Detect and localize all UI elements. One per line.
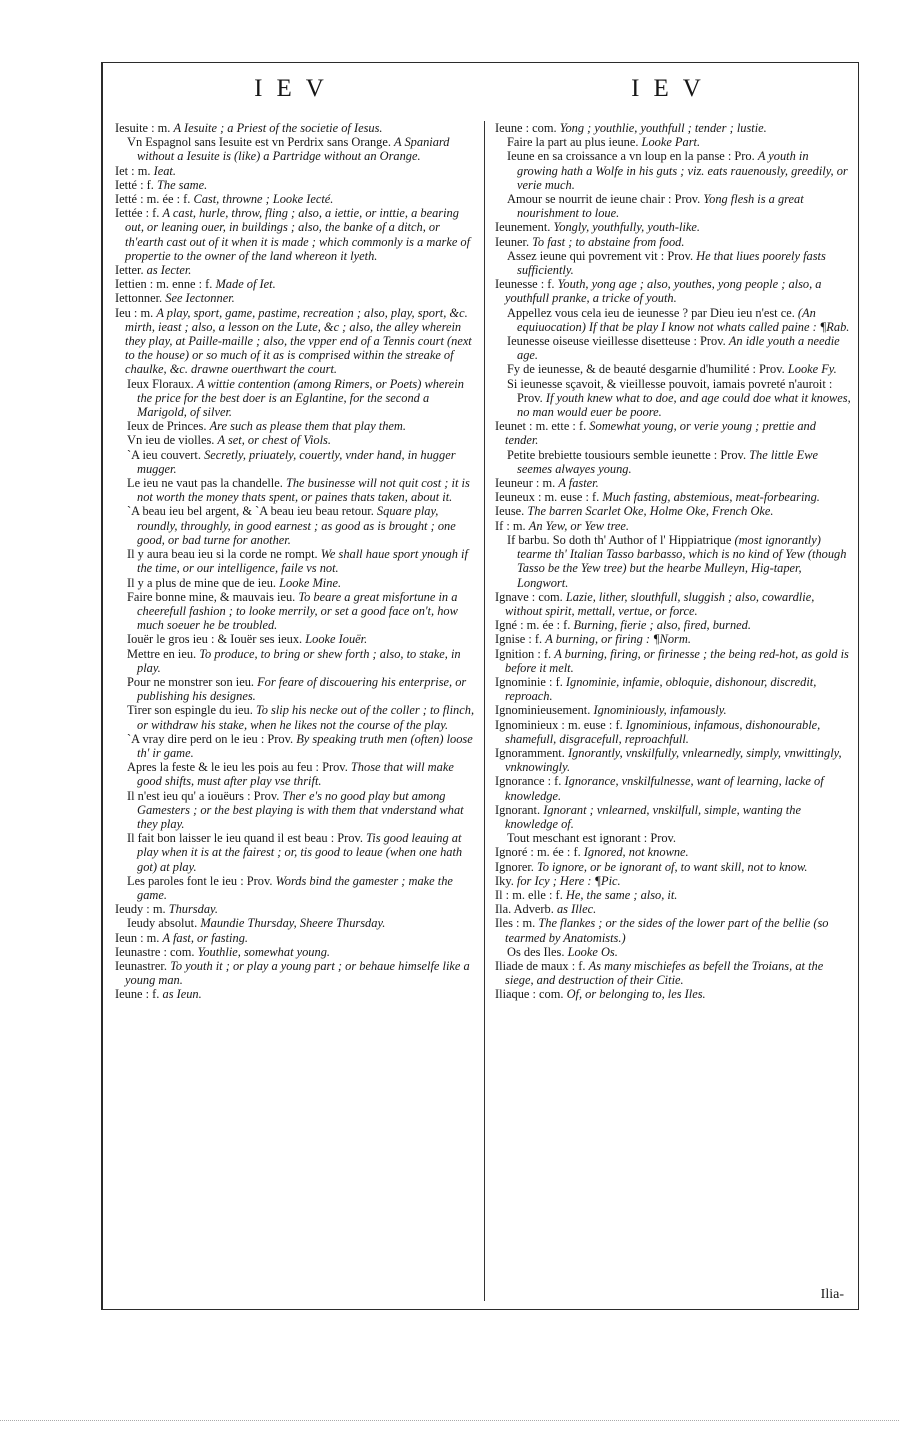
definition: Are such as please them that play them. bbox=[209, 419, 406, 434]
headword: Ieux Floraux. bbox=[127, 376, 194, 391]
right-entry-list bbox=[495, 121, 851, 1002]
headword: Ignition : f. bbox=[495, 646, 552, 661]
dictionary-entry bbox=[115, 902, 477, 916]
right-running-head: IEV bbox=[631, 75, 715, 102]
headword: Ieunastre : com. bbox=[115, 944, 195, 959]
definition: as Iecter. bbox=[146, 263, 192, 278]
dictionary-entry bbox=[115, 291, 477, 305]
headword: Iettien : m. enne : f. bbox=[115, 277, 213, 292]
headword: If barbu. So doth th' Author of l' Hippiatrique bbox=[507, 532, 732, 547]
headword: Ieudy absolut. bbox=[127, 916, 198, 931]
headword: `A beau ieu bel argent, & `A beau ieu beau retour. bbox=[127, 504, 374, 519]
headword: Iettonner. bbox=[115, 291, 163, 306]
headword: Ignominieusement. bbox=[495, 703, 591, 718]
headword: Ignorance : f. bbox=[495, 774, 562, 789]
dictionary-entry bbox=[495, 916, 851, 944]
headword: Il fait bon laisser le ieu quand il est beau : Prov. bbox=[127, 831, 363, 846]
dictionary-entry bbox=[115, 448, 477, 476]
headword: Amour se nourrit de ieune chair : Prov. bbox=[507, 192, 701, 207]
headword: Ieuse. bbox=[495, 504, 525, 519]
definition: A faster. bbox=[558, 476, 599, 491]
headword: Appellez vous cela ieu de ieunesse ? par Dieu ieu n'est ce. bbox=[507, 305, 795, 320]
headword: Ieune : f. bbox=[115, 987, 160, 1002]
definition: as Ieun. bbox=[162, 987, 202, 1002]
definition: An idle youth a needie age. bbox=[517, 334, 840, 363]
headword: Ieuner. bbox=[495, 234, 530, 249]
definition: A set, or chest of Viols. bbox=[217, 433, 331, 448]
dictionary-entry bbox=[495, 803, 851, 831]
headword: Si ieunesse sçavoit, & vieillesse pouvoit, iamais povreté n'auroit : Prov. bbox=[507, 376, 833, 405]
definition: The barren Scarlet Oke, Holme Oke, French Oke. bbox=[527, 504, 774, 519]
headword: Vn ieu de violles. bbox=[127, 433, 215, 448]
headword: Tout meschant est ignorant : Prov. bbox=[507, 831, 677, 846]
dictionary-entry bbox=[495, 675, 851, 703]
definition: Square play, roundly, throughly, in good earnest ; as good as is brought ; one good, or bad turne for another. bbox=[137, 504, 456, 547]
dictionary-entry bbox=[115, 916, 477, 930]
headword: Ignorer. bbox=[495, 859, 534, 874]
headword: Iouër le gros ieu : & Iouër ses ieux. bbox=[127, 632, 303, 647]
definition: Looke Mine. bbox=[279, 575, 342, 590]
dictionary-entry bbox=[495, 987, 851, 1001]
dictionary-entry bbox=[115, 504, 477, 547]
dictionary-entry bbox=[115, 419, 477, 433]
definition: A wittie contention (among Rimers, or Poets) wherein the price for the best doer is an Eglantine, for the second a Marigold, of silver. bbox=[137, 376, 464, 420]
headword: Apres la feste & le ieu les pois au feu : Prov. bbox=[127, 760, 348, 775]
dictionary-entry bbox=[495, 703, 851, 717]
definition: Looke Iouër. bbox=[305, 632, 368, 647]
headword: Ila. Adverb. bbox=[495, 902, 554, 917]
definition: Ignominiously, infamously. bbox=[593, 703, 727, 718]
headword: Ieune : com. bbox=[495, 121, 557, 135]
left-running-head: IEV bbox=[254, 75, 338, 102]
dictionary-entry bbox=[115, 831, 477, 874]
headword: Ieunastrer. bbox=[115, 958, 167, 973]
headword: Ieune en sa croissance a vn loup en la panse : Pro. bbox=[507, 149, 755, 164]
definition: As many mischiefes as befell the Troians, at the siege, and destruction of their Citie. bbox=[505, 958, 824, 988]
dictionary-entry bbox=[495, 774, 851, 802]
dictionary-entry bbox=[495, 590, 851, 618]
dictionary-entry bbox=[115, 164, 477, 178]
definition: A burning, firing, or firinesse ; the being red-hot, as gold is before it melt. bbox=[505, 646, 849, 675]
headword: Ietter. bbox=[115, 263, 144, 278]
dictionary-entry bbox=[115, 703, 477, 731]
dictionary-entry bbox=[115, 121, 477, 135]
dictionary-entry bbox=[115, 760, 477, 788]
headword: `A vray dire perd on le ieu : Prov. bbox=[127, 731, 294, 746]
dictionary-entry bbox=[495, 888, 851, 902]
dictionary-entry bbox=[115, 178, 477, 192]
definition: If youth knew what to doe, and age could doe what it knowes, no man would euer be poore. bbox=[517, 390, 851, 420]
dictionary-entry bbox=[115, 306, 477, 377]
page-frame bbox=[101, 62, 859, 1310]
dictionary-entry bbox=[115, 987, 477, 1001]
definition: The little Ewe seemes alwayes young. bbox=[517, 447, 818, 476]
definition: We shall haue sport ynough if the time, or our intelligence, faile vs not. bbox=[137, 547, 468, 576]
definition: A Spaniard without a Iesuite is (like) a Partridge without an Orange. bbox=[137, 135, 450, 164]
headword: Ignorant. bbox=[495, 802, 541, 817]
headword: Ieunement. bbox=[495, 220, 551, 235]
definition: For feare of discouering his enterprise, or publishing his designes. bbox=[137, 674, 467, 704]
headword: Faire la part au plus ieune. bbox=[507, 135, 639, 150]
definition: Youthlie, somewhat young. bbox=[197, 944, 330, 959]
dictionary-entry bbox=[495, 220, 851, 234]
definition: Ieat. bbox=[153, 163, 176, 178]
headword: Vn Espagnol sans Iesuite est vn Perdrix sans Orange. bbox=[127, 135, 391, 150]
headword: Fy de ieunesse, & de beauté desgarnie d'humilité : Prov. bbox=[507, 362, 785, 377]
dictionary-entry bbox=[495, 235, 851, 249]
dictionary-entry bbox=[495, 618, 851, 632]
headword: Ieunet : m. ette : f. bbox=[495, 419, 587, 434]
dictionary-entry bbox=[495, 334, 851, 362]
headword: Iles : m. bbox=[495, 916, 536, 931]
definition: To beare a great misfortune in a cheerefull fashion ; to looke merrily, or set a good face on't, how much soeuer he be troubled. bbox=[137, 589, 458, 633]
dictionary-entry bbox=[495, 476, 851, 490]
dictionary-entry bbox=[115, 135, 477, 163]
dictionary-entry bbox=[495, 277, 851, 305]
dictionary-entry bbox=[495, 306, 851, 334]
definition: Burning, fierie ; also, fired, burned. bbox=[573, 618, 751, 633]
dictionary-entry bbox=[115, 675, 477, 703]
definition: Secretly, priuately, couertly, vnder hand, in hugger mugger. bbox=[137, 447, 456, 476]
dictionary-entry bbox=[115, 732, 477, 760]
dictionary-entry bbox=[115, 959, 477, 987]
column-divider bbox=[484, 121, 485, 1301]
headword: Ieuneux : m. euse : f. bbox=[495, 490, 600, 505]
headword: Il n'est ieu qu' a iouëurs : Prov. bbox=[127, 788, 280, 803]
headword: Ignise : f. bbox=[495, 632, 543, 647]
definition: Ignominie, infamie, obloquie, dishonour, discredit, reproach. bbox=[505, 674, 817, 704]
definition: Ignorance, vnskilfulnesse, want of learning, lacke of knowledge. bbox=[505, 774, 824, 803]
definition: The flankes ; or the sides of the lower part of the bellie (so tearmed by Anatomists.) bbox=[505, 916, 829, 945]
dictionary-entry bbox=[495, 632, 851, 646]
scan-edge bbox=[0, 1420, 899, 1429]
definition: Much fasting, abstemious, meat-forbearing. bbox=[602, 490, 820, 505]
dictionary-entry bbox=[495, 533, 851, 590]
headword: Ignominie : f. bbox=[495, 674, 563, 689]
headword: Pour ne monstrer son ieu. bbox=[127, 674, 254, 689]
headword: Ieuneur : m. bbox=[495, 476, 556, 491]
headword: Iliade de maux : f. bbox=[495, 958, 586, 973]
dictionary-entry bbox=[495, 419, 851, 447]
definition: for Icy ; Here : ¶Pic. bbox=[516, 873, 621, 888]
dictionary-entry bbox=[495, 362, 851, 376]
headword: Il y aura beau ieu si la corde ne rompt. bbox=[127, 547, 318, 562]
definition: Words bind the gamester ; make the game. bbox=[137, 873, 453, 902]
right-column bbox=[495, 69, 851, 1002]
headword: Ieudy : m. bbox=[115, 902, 166, 917]
definition: Ignorantly, vnskilfully, vnlearnedly, simply, vnwittingly, vnknowingly. bbox=[505, 745, 842, 775]
definition: To ignore, or be ignorant of, to want skill, not to know. bbox=[537, 859, 808, 874]
headword: Ignoré : m. ée : f. bbox=[495, 845, 581, 860]
dictionary-entry bbox=[115, 433, 477, 447]
definition: To produce, to bring or shew forth ; also, to stake, in play. bbox=[137, 646, 461, 675]
dictionary-entry bbox=[115, 874, 477, 902]
headword: Ieu : m. bbox=[115, 305, 154, 320]
dictionary-entry bbox=[495, 121, 851, 135]
headword: Il : m. elle : f. bbox=[495, 887, 563, 902]
headword: Ignave : com. bbox=[495, 589, 563, 604]
headword: Iesuite : m. bbox=[115, 121, 171, 135]
headword: Iky. bbox=[495, 873, 514, 888]
definition: Made of Iet. bbox=[215, 277, 276, 292]
dictionary-entry bbox=[115, 263, 477, 277]
dictionary-entry bbox=[115, 476, 477, 504]
dictionary-entry bbox=[115, 547, 477, 575]
dictionary-entry bbox=[495, 860, 851, 874]
dictionary-entry bbox=[115, 192, 477, 206]
definition: To youth it ; or play a young part ; or behaue himselfe like a young man. bbox=[125, 958, 470, 988]
definition: To fast ; to abstaine from food. bbox=[532, 234, 685, 249]
definition: He, the same ; also, it. bbox=[565, 887, 678, 902]
definition: A youth in growing hath a Wolfe in his guts ; viz. eats rauenously, greedily, or verie much. bbox=[517, 149, 848, 192]
definition: Ther e's no good play but among Gamesters ; or the best playing is with them that vnderstand what they play. bbox=[137, 788, 464, 831]
headword: Ieunesse : f. bbox=[495, 277, 555, 292]
definition: To slip his necke out of the coller ; to flinch, or withdraw his stake, when he likes not the course of the play. bbox=[137, 703, 475, 732]
definition: Maundie Thursday, Sheere Thursday. bbox=[200, 916, 386, 931]
headword: Os des Iles. bbox=[507, 944, 565, 959]
definition: as Illec. bbox=[556, 902, 597, 917]
headword: Ieux de Princes. bbox=[127, 419, 207, 434]
dictionary-entry bbox=[495, 504, 851, 518]
definition: A fast, or fasting. bbox=[162, 930, 248, 945]
headword: Ietté : f. bbox=[115, 177, 154, 192]
definition: The businesse will not quit cost ; it is not worth the money thats spent, or paines thats taken, about it. bbox=[137, 476, 470, 505]
definition: Ignored, not knowne. bbox=[583, 845, 689, 860]
dictionary-entry bbox=[495, 647, 851, 675]
dictionary-entry bbox=[495, 135, 851, 149]
headword: Les paroles font le ieu : Prov. bbox=[127, 873, 273, 888]
dictionary-entry bbox=[115, 377, 477, 420]
headword: Ieunesse oiseuse vieillesse disetteuse : Prov. bbox=[507, 334, 726, 349]
headword: Mettre en ieu. bbox=[127, 646, 197, 661]
catchword: Ilia- bbox=[820, 1287, 844, 1302]
headword: Tirer son espingle du ieu. bbox=[127, 703, 253, 718]
dictionary-entry bbox=[495, 831, 851, 845]
definition: Those that will make good shifts, must after play vse thrift. bbox=[137, 760, 454, 789]
definition: Of, or belonging to, les Iles. bbox=[566, 987, 706, 1002]
dictionary-entry bbox=[495, 746, 851, 774]
definition: A play, sport, game, pastime, recreation ; also, play, sport, &c. mirth, ieast ; also, a lesson on the Lute, &c ; also, the alley wherein they play, at Paille-maille ; also, the vpper end of a Tennis court (next to the house) or so much of it as is comprised within the streake of chaulke, &c. drawne ouerthwart the court. bbox=[125, 305, 472, 377]
definition: Youth, yong age ; also, youthes, yong people ; also, a youthfull pranke, a tricke of youth. bbox=[505, 277, 822, 306]
dictionary-entry bbox=[115, 632, 477, 646]
headword: Ignominieux : m. euse : f. bbox=[495, 717, 623, 732]
headword: Ietté : m. ée : f. bbox=[115, 192, 191, 207]
headword: Iliaque : com. bbox=[495, 987, 564, 1002]
definition: Ignominious, infamous, dishonourable, shamefull, disgracefull, reproachfull. bbox=[505, 717, 821, 746]
headword: Igné : m. ée : f. bbox=[495, 618, 571, 633]
definition: Somewhat young, or verie young ; prettie and tender. bbox=[505, 419, 816, 448]
definition: Lazie, lither, slouthfull, sluggish ; also, cowardlie, without spirit, mettall, vertue, or force. bbox=[505, 589, 815, 618]
dictionary-entry bbox=[495, 902, 851, 916]
dictionary-entry bbox=[115, 277, 477, 291]
dictionary-entry bbox=[495, 519, 851, 533]
headword: Iet : m. bbox=[115, 163, 151, 178]
definition: A cast, hurle, throw, fling ; also, a iettie, or inttie, a bearing out, or leaning ouer, in buildings ; also, the banke of a ditch, or th'earth cast out of it when it is made ; which commonly is a marke of propertie to the owner of the land whereon it lyeth. bbox=[125, 206, 471, 263]
dictionary-entry bbox=[115, 931, 477, 945]
dictionary-entry bbox=[495, 874, 851, 888]
headword: Il y a plus de mine que de ieu. bbox=[127, 575, 276, 590]
dictionary-entry bbox=[115, 647, 477, 675]
definition: Looke Part. bbox=[641, 135, 701, 150]
dictionary-entry bbox=[495, 192, 851, 220]
definition: He that liues poorely fasts sufficiently. bbox=[517, 248, 826, 278]
dictionary-entry bbox=[495, 249, 851, 277]
definition: Looke Os. bbox=[567, 944, 618, 959]
definition: The same. bbox=[156, 177, 208, 192]
headword: Le ieu ne vaut pas la chandelle. bbox=[127, 476, 283, 491]
dictionary-entry bbox=[115, 576, 477, 590]
definition: Yong flesh is a great nourishment to loue. bbox=[517, 192, 804, 221]
definition: Ignorant ; vnlearned, vnskilfull, simple, wanting the knowledge of. bbox=[505, 802, 801, 831]
headword: If : m. bbox=[495, 518, 526, 533]
definition: Yongly, youthfully, youth-like. bbox=[553, 220, 700, 235]
left-entry-list bbox=[115, 121, 477, 1002]
headword: Petite brebiette tousiours semble ieunette : Prov. bbox=[507, 447, 747, 462]
definition: See Iectonner. bbox=[165, 291, 235, 306]
dictionary-entry bbox=[495, 448, 851, 476]
definition: A Iesuite ; a Priest of the societie of Iesus. bbox=[173, 121, 383, 135]
definition: A burning, or firing : ¶Norm. bbox=[545, 632, 691, 647]
left-column bbox=[115, 69, 477, 1002]
definition: (most ignorantly) tearme th' Italian Tasso barbasso, which is no kind of Yew (though Tasso be the Yew tree) but the hearbe Mulleyn, Hig-taper, Longwort. bbox=[517, 532, 847, 590]
dictionary-entry bbox=[115, 206, 477, 263]
dictionary-entry bbox=[115, 789, 477, 832]
definition: Cast, throwne ; Looke Iecté. bbox=[193, 192, 334, 207]
definition: Yong ; youthlie, youthfull ; tender ; lustie. bbox=[559, 121, 767, 135]
definition: Looke Fy. bbox=[787, 362, 837, 377]
headword: Assez ieune qui povrement vit : Prov. bbox=[507, 248, 694, 263]
definition: (An equiuocation) If that be play I know not whats called paine : ¶Rab. bbox=[517, 305, 850, 334]
dictionary-entry bbox=[495, 149, 851, 192]
headword: Faire bonne mine, & mauvais ieu. bbox=[127, 589, 296, 604]
dictionary-entry bbox=[495, 845, 851, 859]
dictionary-entry bbox=[495, 959, 851, 987]
definition: Tis good leauing at play when it is at the fairest ; or, tis good to leaue (when one hath got) at play. bbox=[137, 831, 463, 874]
definition: By speaking truth men (often) loose th' ir game. bbox=[137, 731, 473, 760]
dictionary-entry bbox=[495, 945, 851, 959]
dictionary-entry bbox=[495, 377, 851, 420]
dictionary-entry bbox=[495, 490, 851, 504]
dictionary-entry bbox=[115, 590, 477, 633]
dictionary-entry bbox=[115, 945, 477, 959]
headword: Iettée : f. bbox=[115, 206, 160, 221]
headword: `A ieu couvert. bbox=[127, 447, 201, 462]
dictionary-entry bbox=[495, 718, 851, 746]
definition: Thursday. bbox=[168, 902, 218, 917]
definition: An Yew, or Yew tree. bbox=[528, 518, 630, 533]
headword: Ieun : m. bbox=[115, 930, 160, 945]
headword: Ignoramment. bbox=[495, 745, 565, 760]
